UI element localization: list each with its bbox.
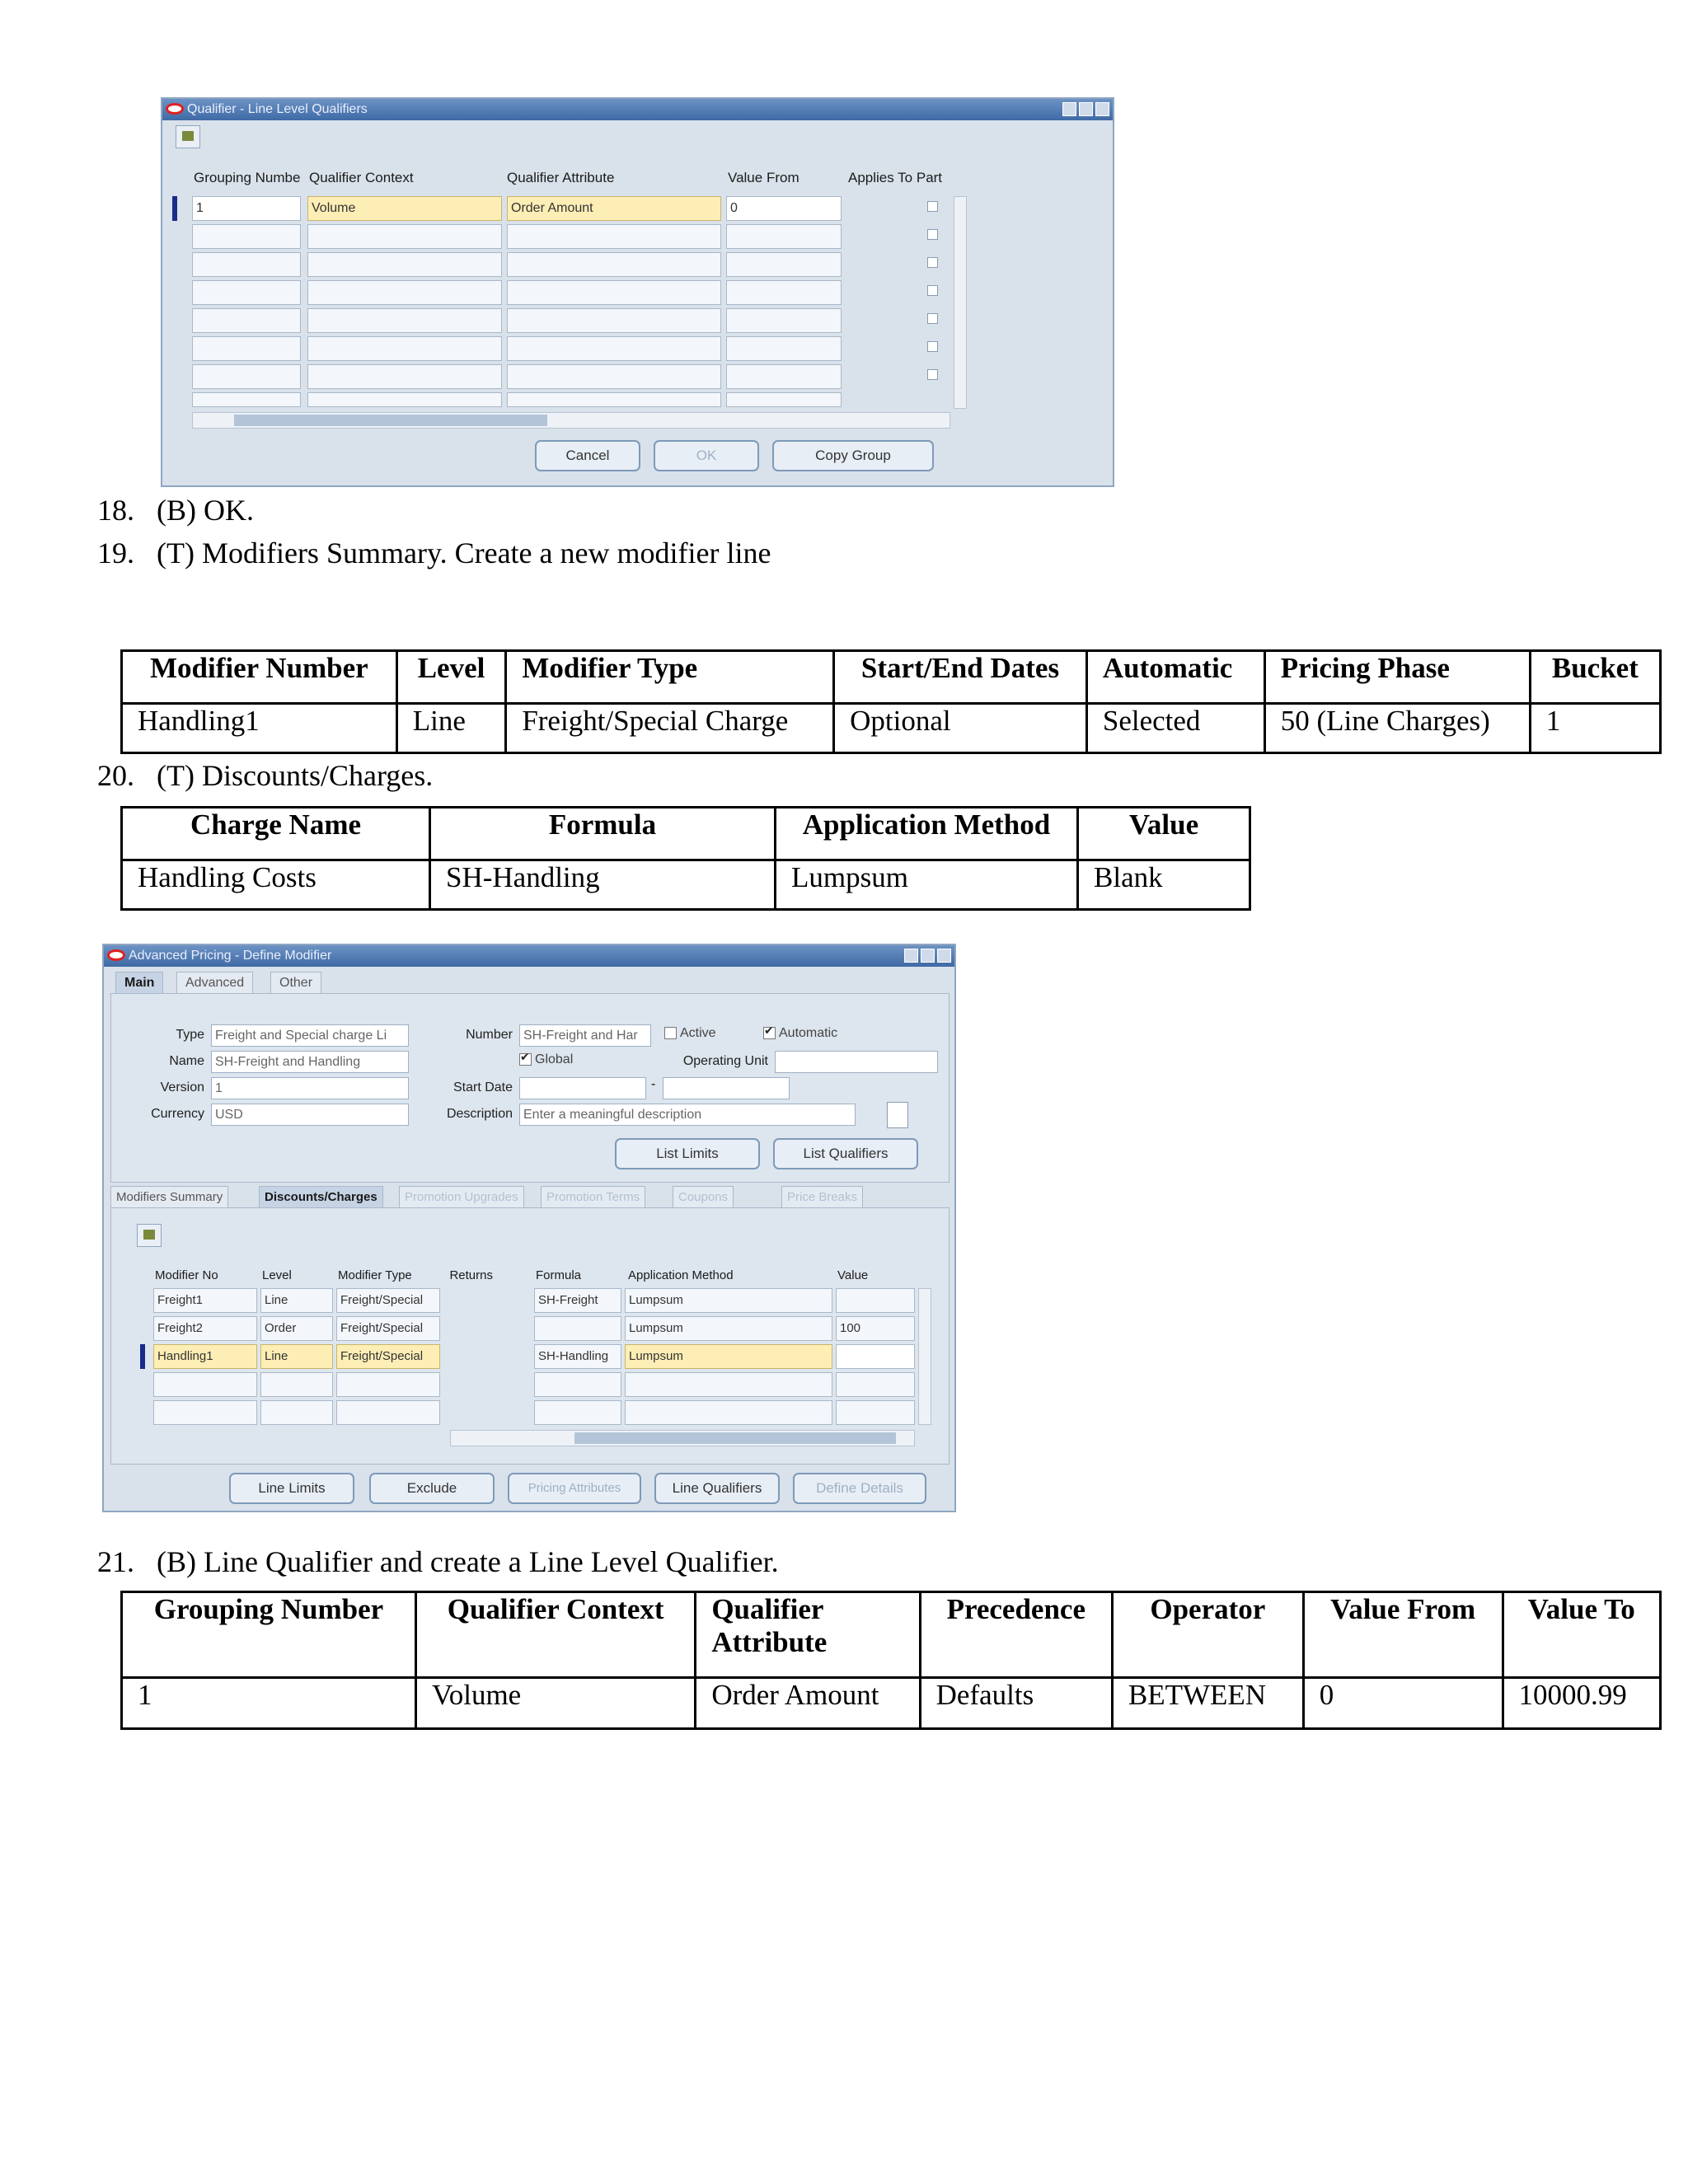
q-row8-context[interactable] [307,392,502,407]
q-row7-attribute[interactable] [507,364,721,389]
chg-hdr-name: Charge Name [122,808,430,860]
operating-unit-field[interactable] [775,1051,938,1073]
ql-cell-value-to: 10000.99 [1503,1678,1660,1729]
chg-cell-method: Lumpsum [776,860,1078,910]
grid-row2-formula[interactable] [534,1316,621,1341]
automatic-checkbox-label: Automatic [779,1026,838,1040]
q-row4-attribute[interactable] [507,280,721,305]
exclude-button[interactable]: Exclude [369,1473,495,1504]
grid-hdr-level: Level [262,1268,292,1282]
cancel-button[interactable]: Cancel [535,440,640,471]
q-row7-context[interactable] [307,364,502,389]
define-modifier-title: Advanced Pricing - Define Modifier [129,949,332,963]
chg-hdr-value: Value [1078,808,1250,860]
mod-cell-phase: 50 (Line Charges) [1264,704,1530,753]
ql-hdr-attribute-line1: Qualifier [711,1593,824,1625]
mod-cell-type: Freight/Special Charge [506,704,834,753]
oracle-logo-icon [166,103,184,115]
mod-hdr-dates: Start/End Dates [834,651,1087,704]
oracle-logo-icon [107,949,125,961]
grid-row4-modifier-no[interactable] [153,1372,257,1397]
mod-hdr-bucket: Bucket [1530,651,1660,704]
qualifier-window [161,97,1114,487]
active-checkbox[interactable] [664,1026,716,1041]
qualifier-vertical-scrollbar[interactable] [954,196,967,409]
q-row8-attribute[interactable] [507,392,721,407]
q-row2-attribute[interactable] [507,224,721,249]
step-21-text: (B) Line Qualifier and create a Line Level Qualifier. [157,1545,779,1578]
copy-group-button[interactable]: Copy Group [772,440,934,471]
mod-cell-bucket: 1 [1530,704,1660,753]
description-field[interactable]: Enter a meaningful description [519,1104,856,1126]
charges-table [120,806,1251,911]
ql-hdr-attribute [696,1592,920,1678]
close-icon[interactable] [937,949,951,963]
q-row6-value-from[interactable] [726,336,842,361]
step-20-text: (T) Discounts/Charges. [157,759,434,792]
step-18-text: (B) OK. [157,494,254,527]
step-19-text: (T) Modifiers Summary. Create a new modifier line [157,537,771,569]
q-row8-grouping[interactable] [192,392,301,407]
grid-row1-modifier-no[interactable]: Freight1 [153,1288,257,1313]
q-row7-value-from[interactable] [726,364,842,389]
chg-hdr-method: Application Method [776,808,1078,860]
step-21-number: 21. [97,1545,134,1578]
minimize-icon[interactable] [904,949,918,963]
grid-row3-method[interactable]: Lumpsum [625,1344,832,1369]
q-row1-applies-checkbox[interactable] [927,201,938,212]
chg-hdr-formula: Formula [430,808,776,860]
hdr-qualifier-attribute: Qualifier Attribute [507,170,615,185]
mod-cell-level: Line [396,704,506,753]
tab-main[interactable]: Main [115,972,163,993]
q-row5-value-from[interactable] [726,308,842,333]
q-row5-attribute[interactable] [507,308,721,333]
grid-row3-level[interactable]: Line [260,1344,333,1369]
mod-cell-automatic: Selected [1086,704,1264,753]
q-row6-applies-checkbox[interactable] [927,341,938,352]
tab-advanced[interactable]: Advanced [176,972,253,993]
q-row8-value-from[interactable] [726,392,842,407]
step-19-number: 19. [97,537,134,569]
q-row2-context[interactable] [307,224,502,249]
grid-row2-modifier-no[interactable]: Freight2 [153,1316,257,1341]
line-qualifiers-button[interactable]: Line Qualifiers [654,1473,780,1504]
version-field[interactable]: 1 [211,1077,409,1099]
ql-hdr-operator: Operator [1112,1592,1303,1678]
hdr-applies-to-part: Applies To Part [848,170,943,185]
automatic-checkbox[interactable] [763,1026,837,1041]
q-row2-applies-checkbox[interactable] [927,229,938,240]
grid-row5-modifier-no[interactable] [153,1400,257,1425]
q-row5-grouping[interactable] [192,308,301,333]
type-field[interactable]: Freight and Special charge Li [211,1024,409,1047]
mod-hdr-type: Modifier Type [506,651,834,704]
grid-row3-type[interactable]: Freight/Special [336,1344,440,1369]
date-separator: - [651,1077,656,1091]
grid-row1-method[interactable]: Lumpsum [625,1288,832,1313]
grid-row2-level[interactable]: Order [260,1316,333,1341]
q-row6-context[interactable] [307,336,502,361]
q-row4-applies-checkbox[interactable] [927,285,938,296]
q-row1-context[interactable]: Volume [307,196,502,221]
q-row6-attribute[interactable] [507,336,721,361]
window-controls[interactable] [902,949,951,970]
global-checkbox-box[interactable] [519,1053,532,1066]
number-field[interactable]: SH-Freight and Har [519,1024,651,1047]
hdr-value-from: Value From [728,170,799,185]
define-details-button[interactable]: Define Details [793,1473,926,1504]
mod-cell-dates: Optional [834,704,1087,753]
name-label: Name [169,1054,204,1068]
q-row5-applies-checkbox[interactable] [927,313,938,324]
mod-hdr-level: Level [396,651,506,704]
folder-tool-icon[interactable] [176,125,200,148]
grid-row3-modifier-no[interactable]: Handling1 [153,1344,257,1369]
start-date-label: Start Date [452,1080,513,1094]
grid-hdr-modifier-no: Modifier No [155,1268,218,1282]
grid-row3-formula[interactable]: SH-Handling [534,1344,621,1369]
name-field[interactable]: SH-Freight and Handling [211,1051,409,1073]
tab-modifiers-summary[interactable]: Modifiers Summary [110,1186,228,1207]
start-date-field[interactable] [519,1077,646,1099]
line-limits-button[interactable]: Line Limits [229,1473,354,1504]
list-qualifiers-button[interactable]: List Qualifiers [773,1138,918,1169]
step-20-number: 20. [97,759,134,792]
mod-cell-number: Handling1 [122,704,397,753]
tab-promotion-terms[interactable]: Promotion Terms [541,1186,645,1207]
tab-promotion-upgrades[interactable]: Promotion Upgrades [399,1186,524,1207]
version-label: Version [160,1080,204,1094]
grid-row2-type[interactable]: Freight/Special [336,1316,440,1341]
type-label: Type [176,1028,204,1042]
grid-row4-value[interactable] [836,1372,915,1397]
maximize-icon[interactable] [921,949,935,963]
active-checkbox-label: Active [680,1026,716,1040]
q-row4-context[interactable] [307,280,502,305]
grid-hdr-application-method: Application Method [628,1268,734,1282]
grid-row4-type[interactable] [336,1372,440,1397]
currency-field[interactable]: USD [211,1104,409,1126]
q-row4-value-from[interactable] [726,280,842,305]
ql-cell-precedence: Defaults [920,1678,1112,1729]
ok-button[interactable]: OK [654,440,759,471]
tab-other[interactable]: Other [270,972,321,993]
qualifier-titlebar [162,99,1113,120]
ql-hdr-attribute-line2: Attribute [711,1626,828,1658]
mod-hdr-number: Modifier Number [122,651,397,704]
q-row2-grouping[interactable] [192,224,301,249]
qualifier-window-title: Qualifier - Line Level Qualifiers [187,102,368,116]
ql-cell-value-from: 0 [1303,1678,1503,1729]
q-row7-grouping[interactable] [192,364,301,389]
close-icon[interactable] [1095,102,1109,116]
grid-row2-method[interactable]: Lumpsum [625,1316,832,1341]
minimize-icon[interactable] [1062,102,1076,116]
ql-hdr-value-from: Value From [1303,1592,1503,1678]
grid-row5-type[interactable] [336,1400,440,1425]
q-row4-grouping[interactable] [192,280,301,305]
chg-cell-name: Handling Costs [122,860,430,910]
grid-row2-value[interactable]: 100 [836,1316,915,1341]
grid-row5-method[interactable] [625,1400,832,1425]
q-row3-value-from[interactable] [726,252,842,277]
grid-row5-formula[interactable] [534,1400,621,1425]
grid-row4-formula[interactable] [534,1372,621,1397]
end-date-field[interactable] [663,1077,790,1099]
global-checkbox-label: Global [535,1052,574,1066]
grid-horizontal-scrollbar[interactable] [450,1430,915,1446]
current-row-marker [172,196,177,221]
qualifier-table [120,1591,1662,1730]
ql-cell-grouping: 1 [122,1678,416,1729]
ql-hdr-value-to: Value To [1503,1592,1660,1678]
ql-cell-attribute: Order Amount [696,1678,920,1729]
q-row3-grouping[interactable] [192,252,301,277]
automatic-checkbox-box[interactable] [763,1027,776,1039]
q-row3-attribute[interactable] [507,252,721,277]
define-modifier-window [102,944,956,1512]
tab-price-breaks[interactable]: Price Breaks [781,1186,863,1207]
grid-row4-method[interactable] [625,1372,832,1397]
grid-row1-level[interactable]: Line [260,1288,333,1313]
grid-hdr-returns: Returns [449,1268,493,1282]
folder-tool-icon[interactable] [137,1224,162,1247]
description-flex-icon[interactable] [887,1102,908,1128]
ql-cell-context: Volume [415,1678,695,1729]
q-row7-applies-checkbox[interactable] [927,369,938,380]
mod-hdr-automatic: Automatic [1086,651,1264,704]
currency-label: Currency [151,1107,204,1121]
q-row6-grouping[interactable] [192,336,301,361]
ql-hdr-grouping: Grouping Number [122,1592,416,1678]
grid-scroll-thumb[interactable] [574,1432,896,1444]
tab-discounts-charges[interactable]: Discounts/Charges [259,1186,383,1207]
window-controls[interactable] [1060,102,1109,124]
q-row1-grouping[interactable]: 1 [192,196,301,221]
grid-hdr-modifier-type: Modifier Type [338,1268,412,1282]
modifiers-table [120,649,1662,754]
grid-row5-level[interactable] [260,1400,333,1425]
grid-row3-value[interactable] [836,1344,915,1369]
grid-row1-formula[interactable]: SH-Freight [534,1288,621,1313]
active-checkbox-box[interactable] [664,1027,677,1039]
qualifier-scroll-thumb[interactable] [234,415,547,426]
chg-cell-value: Blank [1078,860,1250,910]
grid-row4-level[interactable] [260,1372,333,1397]
pricing-attributes-button[interactable]: Pricing Attributes [508,1473,641,1504]
q-row1-attribute[interactable]: Order Amount [507,196,721,221]
grid-vertical-scrollbar[interactable] [918,1288,931,1425]
ql-cell-operator: BETWEEN [1112,1678,1303,1729]
current-row-marker [140,1344,145,1369]
define-modifier-titlebar [104,945,954,967]
hdr-grouping-number: Grouping Numbe [194,170,301,185]
ql-hdr-context: Qualifier Context [415,1592,695,1678]
operating-unit-label: Operating Unit [682,1054,768,1068]
number-label: Number [466,1028,513,1042]
q-row3-applies-checkbox[interactable] [927,257,938,268]
tab-coupons[interactable]: Coupons [673,1186,734,1207]
maximize-icon[interactable] [1079,102,1093,116]
grid-row5-value[interactable] [836,1400,915,1425]
q-row2-value-from[interactable] [726,224,842,249]
list-limits-button[interactable]: List Limits [615,1138,760,1169]
step-18-number: 18. [97,494,134,527]
q-row1-value-from[interactable]: 0 [726,196,842,221]
hdr-qualifier-context: Qualifier Context [309,170,414,185]
grid-hdr-formula: Formula [536,1268,582,1282]
mod-hdr-phase: Pricing Phase [1264,651,1530,704]
ql-hdr-precedence: Precedence [920,1592,1112,1678]
grid-row1-type[interactable]: Freight/Special [336,1288,440,1313]
chg-cell-formula: SH-Handling [430,860,776,910]
q-row3-context[interactable] [307,252,502,277]
qualifier-horizontal-scrollbar[interactable] [192,412,950,429]
grid-row1-value[interactable] [836,1288,915,1313]
q-row5-context[interactable] [307,308,502,333]
grid-hdr-value: Value [837,1268,869,1282]
description-label: Description [446,1107,513,1121]
global-checkbox[interactable] [519,1052,573,1067]
